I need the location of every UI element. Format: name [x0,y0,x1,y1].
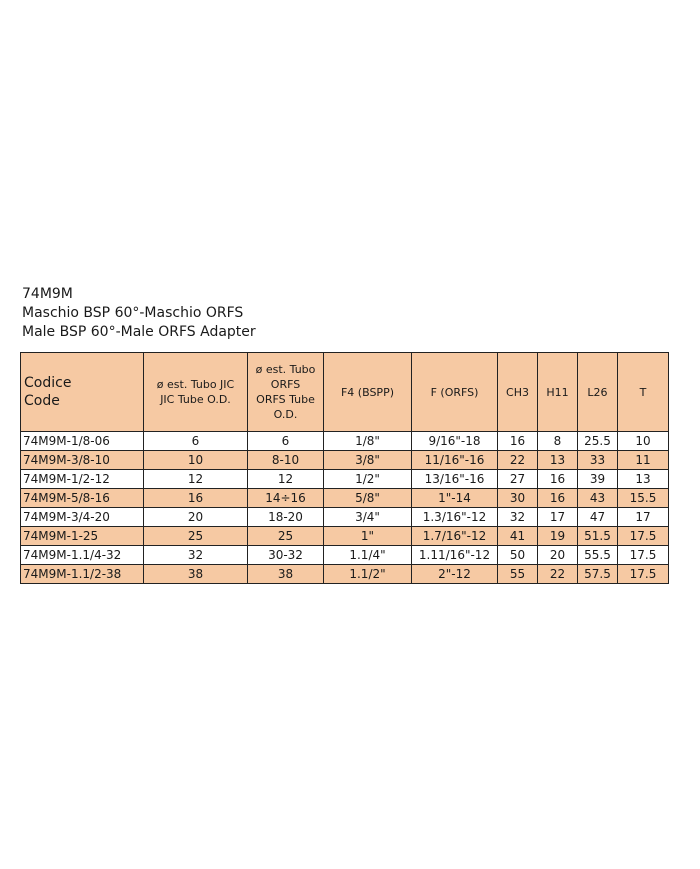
header-l26: L26 [578,353,618,432]
header-orfs-line-4: O.D. [273,408,298,421]
cell-f: 1.11/16"-12 [412,546,498,565]
cell-ch3: 41 [498,527,538,546]
cell-t: 11 [618,451,669,470]
cell-orfs: 30-32 [248,546,324,565]
header-code [21,353,144,432]
cell-f: 11/16"-16 [412,451,498,470]
table-row [21,451,669,470]
cell-ch3: 27 [498,470,538,489]
dimensions-table [20,352,669,584]
cell-jic: 12 [144,470,248,489]
table-row [21,489,669,508]
header-jic-tube [144,353,248,432]
header-orfs-tube [248,353,324,432]
table-row [21,565,669,584]
header-ch3: CH3 [498,353,538,432]
cell-code: 74M9M-1.1/2-38 [21,565,144,584]
cell-jic: 32 [144,546,248,565]
cell-t: 17.5 [618,546,669,565]
cell-t: 15.5 [618,489,669,508]
cell-t: 17.5 [618,565,669,584]
header-t: T [618,353,669,432]
cell-f: 1.7/16"-12 [412,527,498,546]
table-row [21,508,669,527]
cell-f4: 1.1/4" [324,546,412,565]
header-code-line-2: Code [24,393,60,409]
table-row [21,546,669,565]
cell-jic: 10 [144,451,248,470]
cell-orfs: 12 [248,470,324,489]
cell-f: 2"-12 [412,565,498,584]
cell-code: 74M9M-1-25 [21,527,144,546]
cell-t: 17.5 [618,527,669,546]
cell-h11: 13 [538,451,578,470]
cell-f4: 5/8" [324,489,412,508]
header-f4: F4 (BSPP) [324,353,412,432]
header-jic-line-1: ø est. Tubo JIC [156,378,235,391]
cell-t: 17 [618,508,669,527]
cell-ch3: 30 [498,489,538,508]
cell-l26: 39 [578,470,618,489]
cell-l26: 25.5 [578,432,618,451]
cell-f4: 1/8" [324,432,412,451]
cell-ch3: 16 [498,432,538,451]
cell-code: 74M9M-3/4-20 [21,508,144,527]
cell-f4: 1.1/2" [324,565,412,584]
cell-f4: 3/4" [324,508,412,527]
cell-f4: 1" [324,527,412,546]
cell-ch3: 50 [498,546,538,565]
cell-code: 74M9M-3/8-10 [21,451,144,470]
cell-h11: 19 [538,527,578,546]
cell-jic: 25 [144,527,248,546]
cell-code: 74M9M-1.1/4-32 [21,546,144,565]
product-name-italian: Maschio BSP 60°-Maschio ORFS [22,305,244,321]
cell-h11: 20 [538,546,578,565]
cell-jic: 20 [144,508,248,527]
header-jic-line-2: JIC Tube O.D. [160,393,231,406]
cell-code: 74M9M-5/8-16 [21,489,144,508]
cell-jic: 16 [144,489,248,508]
header-h11: H11 [538,353,578,432]
table-row [21,432,669,451]
cell-h11: 16 [538,470,578,489]
cell-l26: 43 [578,489,618,508]
table-row [21,470,669,489]
cell-f4: 3/8" [324,451,412,470]
header-f: F (ORFS) [412,353,498,432]
cell-h11: 17 [538,508,578,527]
header-orfs-line-2: ORFS [270,378,301,391]
cell-orfs: 18-20 [248,508,324,527]
header-code-line-1: Codice [24,375,72,391]
cell-f4: 1/2" [324,470,412,489]
cell-orfs: 25 [248,527,324,546]
cell-h11: 16 [538,489,578,508]
cell-t: 13 [618,470,669,489]
table-row [21,527,669,546]
table-header-row [21,353,669,432]
product-name-english: Male BSP 60°-Male ORFS Adapter [22,324,256,340]
cell-l26: 47 [578,508,618,527]
cell-ch3: 22 [498,451,538,470]
cell-jic: 6 [144,432,248,451]
cell-code: 74M9M-1/8-06 [21,432,144,451]
cell-orfs: 14÷16 [248,489,324,508]
header-orfs-line-3: ORFS Tube [256,393,315,406]
cell-l26: 33 [578,451,618,470]
cell-l26: 55.5 [578,546,618,565]
cell-ch3: 55 [498,565,538,584]
cell-f: 9/16"-18 [412,432,498,451]
cell-ch3: 32 [498,508,538,527]
cell-orfs: 8-10 [248,451,324,470]
cell-l26: 51.5 [578,527,618,546]
product-heading [22,285,256,342]
cell-f: 13/16"-16 [412,470,498,489]
cell-l26: 57.5 [578,565,618,584]
cell-f: 1"-14 [412,489,498,508]
cell-h11: 22 [538,565,578,584]
cell-orfs: 38 [248,565,324,584]
product-code-title: 74M9M [22,286,73,302]
cell-orfs: 6 [248,432,324,451]
header-orfs-line-1: ø est. Tubo [255,363,316,376]
cell-f: 1.3/16"-12 [412,508,498,527]
cell-jic: 38 [144,565,248,584]
cell-t: 10 [618,432,669,451]
cell-code: 74M9M-1/2-12 [21,470,144,489]
cell-h11: 8 [538,432,578,451]
